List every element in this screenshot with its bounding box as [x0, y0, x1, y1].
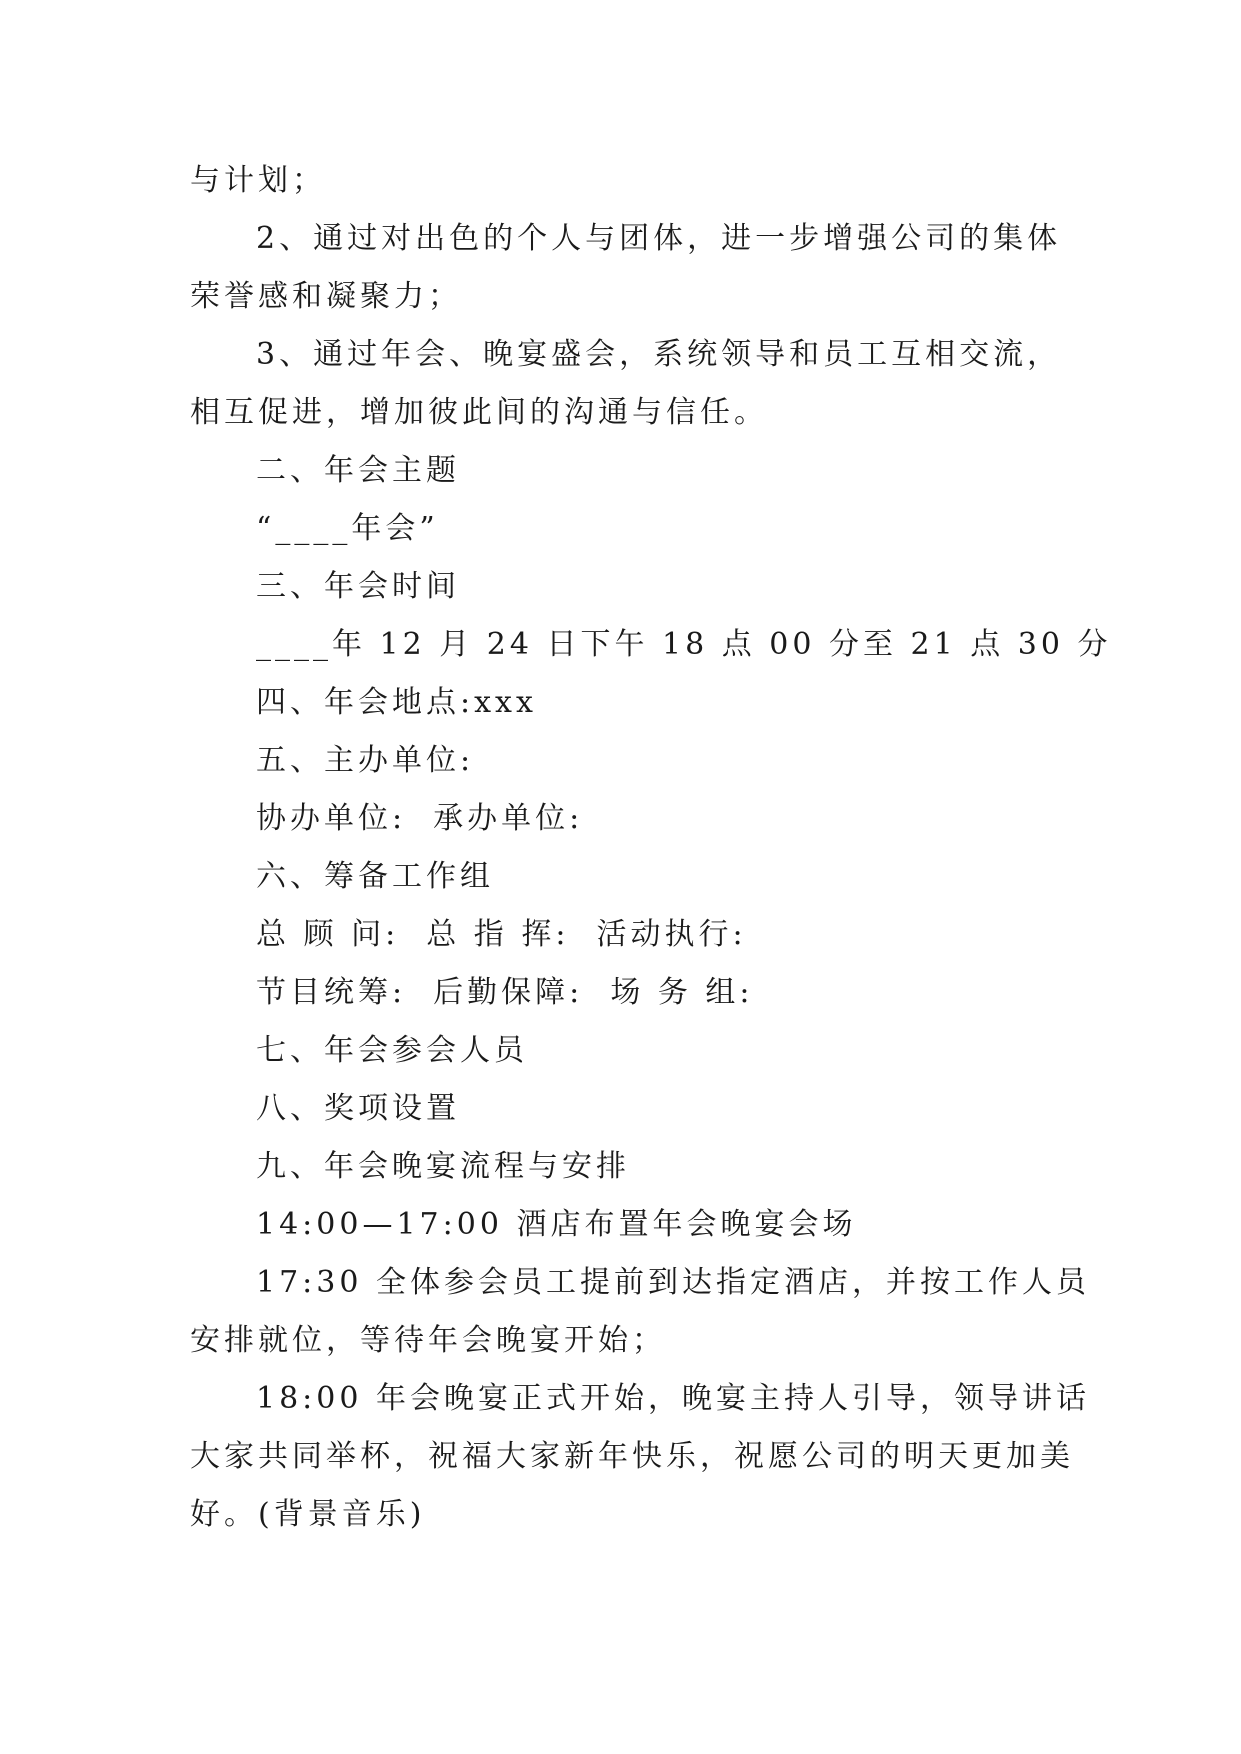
text-line: 17:30 全体参会员工提前到达指定酒店，并按工作人员: [256, 1265, 1090, 1300]
section-heading: 三、年会时间: [256, 569, 460, 604]
text-line: 14:00—17:00 酒店布置年会晚宴会场: [256, 1207, 857, 1242]
text-line: 18:00 年会晚宴正式开始，晚宴主持人引导，领导讲话: [256, 1381, 1090, 1416]
text-line: 相互促进，增加彼此间的沟通与信任。: [190, 395, 768, 430]
text-line: 节目统筹: 后勤保障: 场 务 组:: [256, 975, 754, 1010]
section-heading: 九、年会晚宴流程与安排: [256, 1149, 630, 1184]
section-heading: 五、主办单位:: [256, 743, 475, 778]
text-line: ____年 12 月 24 日下午 18 点 00 分至 21 点 30 分: [256, 627, 1112, 662]
text-line: 与计划；: [190, 163, 326, 198]
text-line: “____年会”: [256, 511, 439, 546]
text-line: 2、通过对出色的个人与团体，进一步增强公司的集体: [256, 221, 1062, 256]
text-line: 好。(背景音乐): [190, 1497, 426, 1532]
text-line: 大家共同举杯，祝福大家新年快乐，祝愿公司的明天更加美: [190, 1439, 1074, 1474]
text-line: 协办单位: 承办单位:: [256, 801, 584, 836]
document-body: [190, 152, 1112, 1544]
section-heading: 二、年会主题: [256, 453, 460, 488]
text-line: 总 顾 问: 总 指 挥: 活动执行:: [256, 917, 747, 952]
text-line: 荣誉感和凝聚力；: [190, 279, 462, 314]
text-line: 安排就位，等待年会晚宴开始；: [190, 1323, 666, 1358]
section-heading: 六、筹备工作组: [256, 859, 494, 894]
section-heading: 四、年会地点:xxx: [256, 685, 537, 720]
text-line: 3、通过年会、晚宴盛会，系统领导和员工互相交流，: [256, 337, 1062, 372]
section-heading: 八、奖项设置: [256, 1091, 460, 1126]
section-heading: 七、年会参会人员: [256, 1033, 528, 1068]
